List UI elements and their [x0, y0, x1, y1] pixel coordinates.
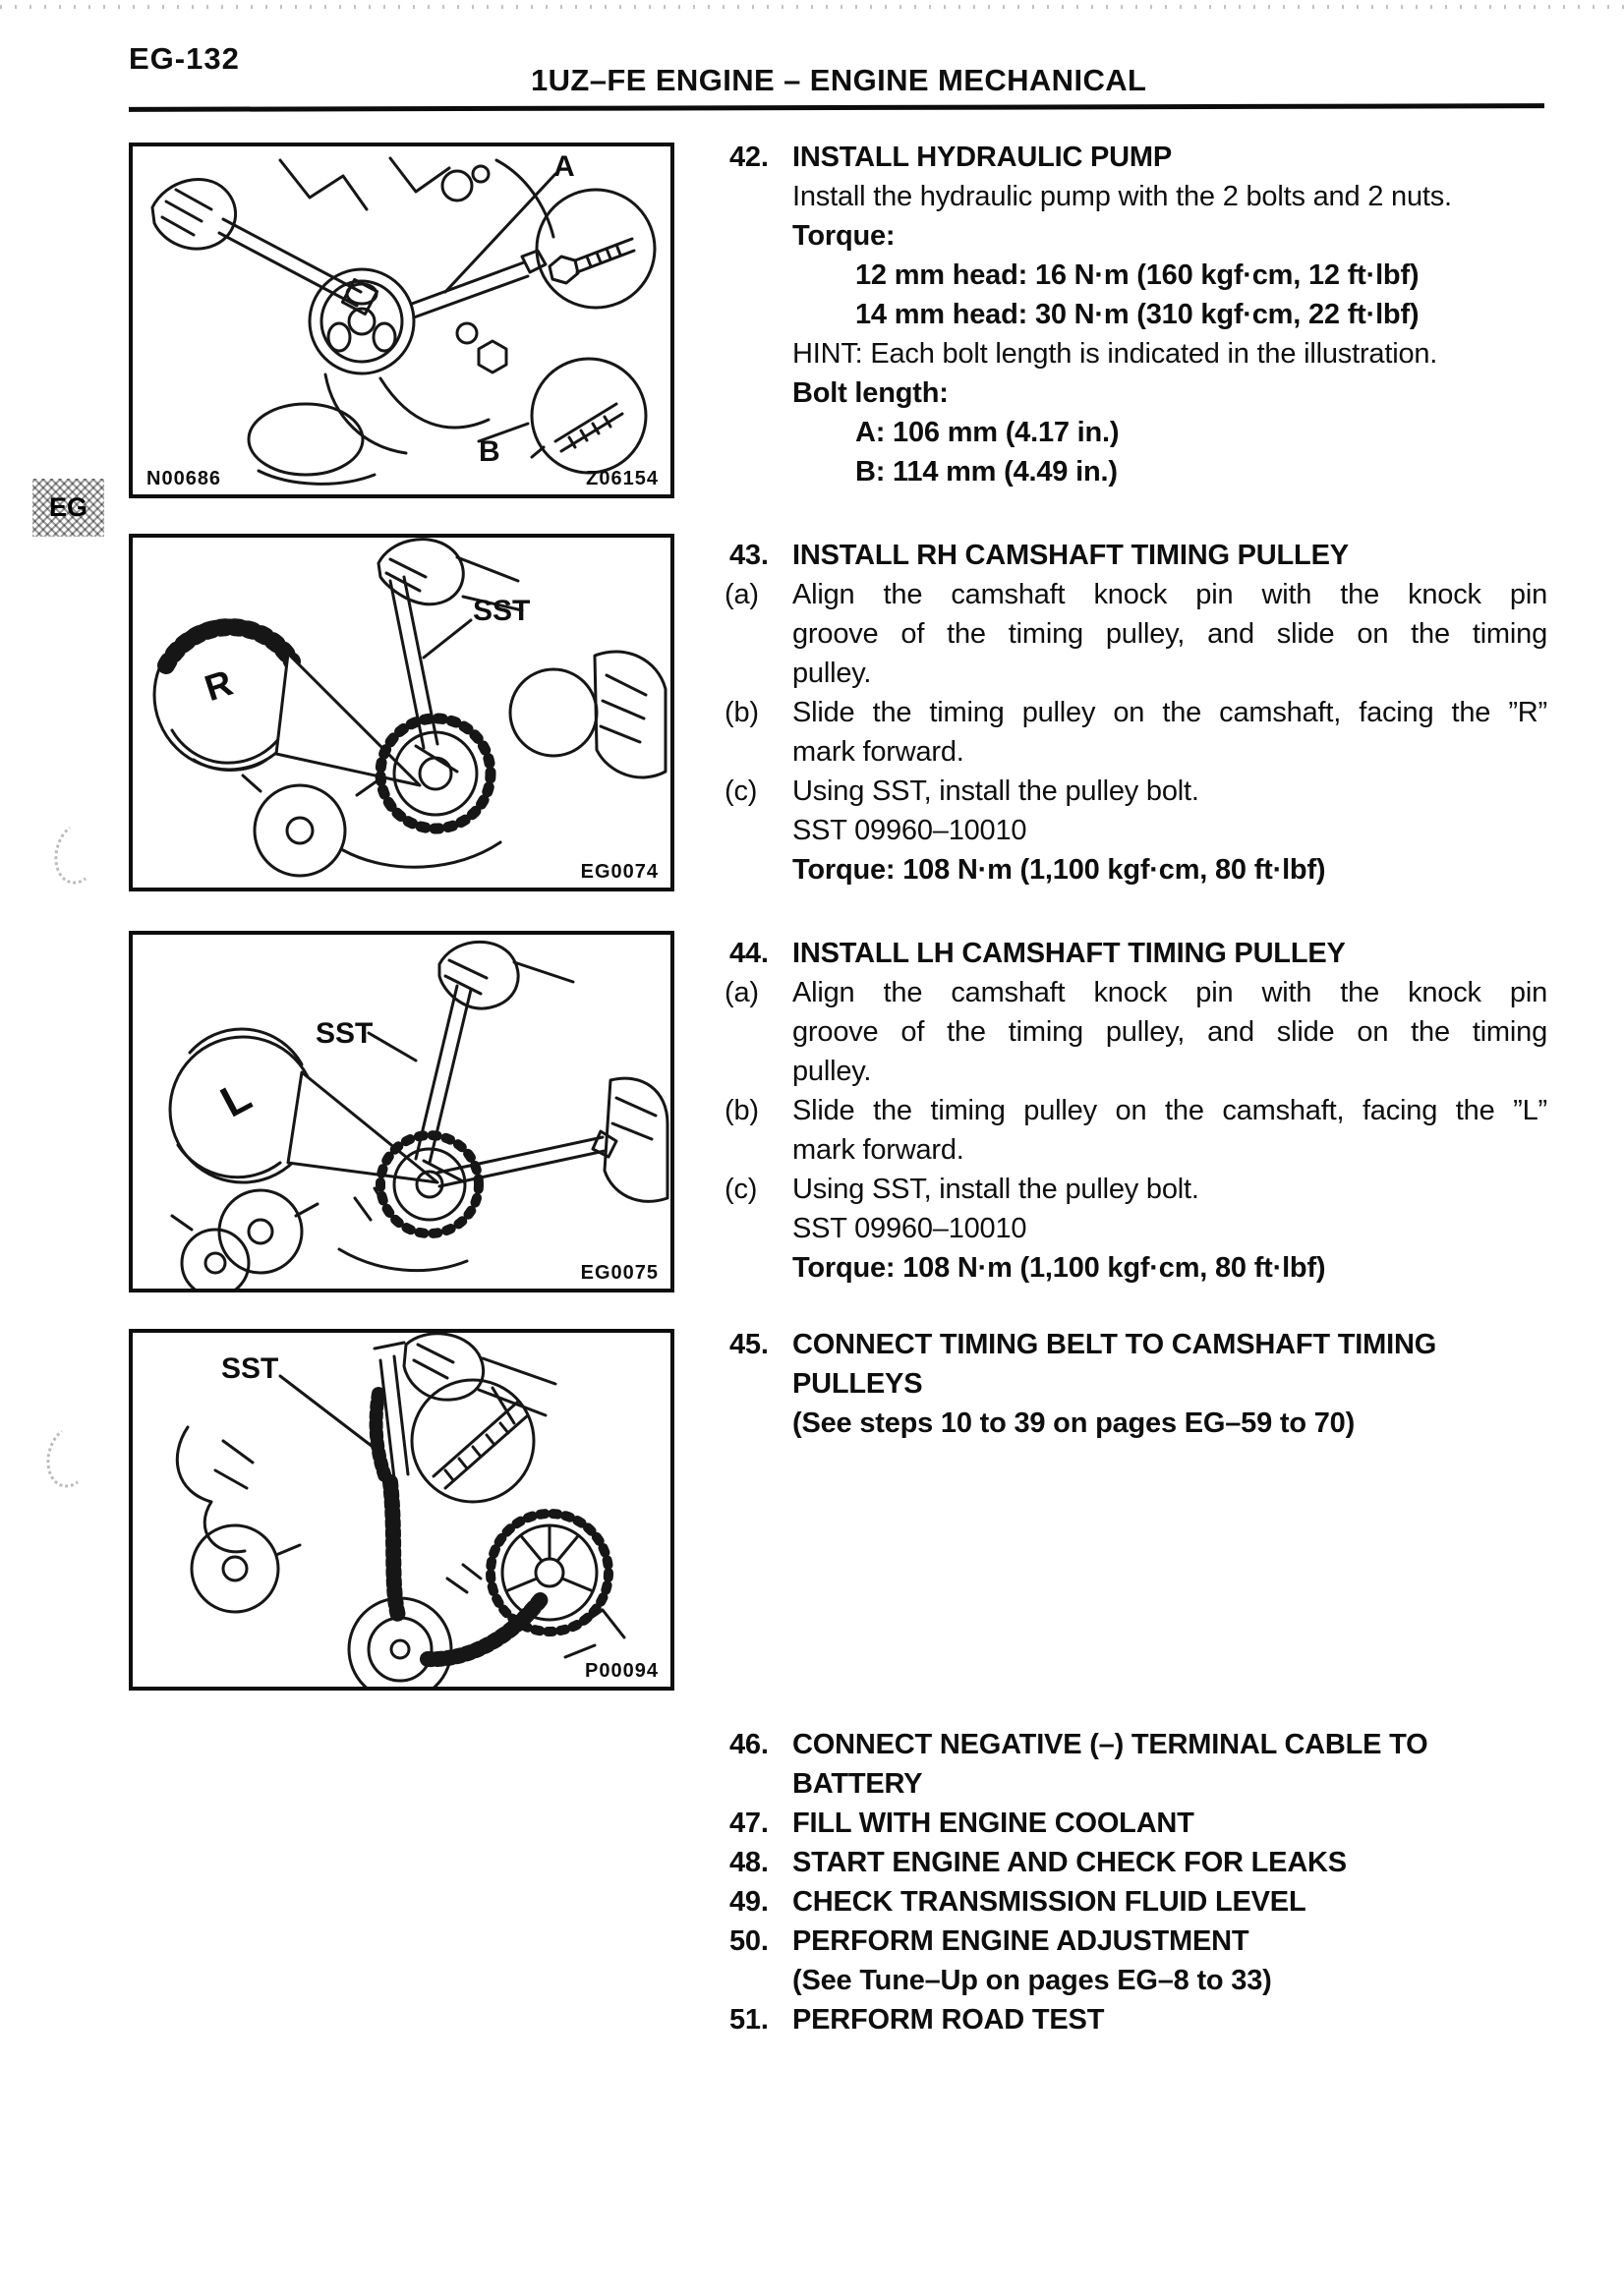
text: Using SST, install the pulley bolt.: [792, 775, 1199, 807]
step-45: [729, 1325, 1547, 1443]
step-number: 45.: [729, 1329, 769, 1360]
timing-belt-line-art: [133, 1333, 670, 1687]
steps-46-51: [729, 1725, 1547, 2039]
text-line: [725, 1091, 1547, 1130]
text-line: [725, 693, 1547, 732]
section-tab: [32, 479, 104, 537]
step-title: FILL WITH ENGINE COOLANT: [792, 1808, 1194, 1839]
text-line: [725, 575, 1547, 614]
list-marker: (b): [725, 697, 759, 728]
step-title: CONNECT NEGATIVE (–) TERMINAL CABLE TO: [792, 1729, 1428, 1760]
bolt-a-label: A: [553, 150, 575, 183]
page-number: EG-132: [129, 41, 240, 76]
scan-artifact: [0, 5, 1624, 9]
rh-pulley-line-art: [133, 538, 670, 888]
step-number: 50.: [729, 1925, 769, 1957]
text-line: Install the hydraulic pump with the 2 bolts and 2 nuts.: [792, 181, 1452, 212]
step-title: CONNECT TIMING BELT TO CAMSHAFT TIMING: [792, 1329, 1437, 1360]
step-43: [725, 536, 1547, 890]
step-title: INSTALL LH CAMSHAFT TIMING PULLEY: [792, 938, 1346, 969]
step-title: PERFORM ROAD TEST: [792, 2004, 1105, 2036]
page-title: 1UZ–FE ENGINE – ENGINE MECHANICAL: [531, 63, 1147, 97]
bolt-length-b: B: 114 mm (4.49 in.): [855, 456, 1118, 488]
figure-hydraulic-pump: [129, 143, 674, 498]
lh-pulley-line-art: [133, 935, 670, 1289]
scan-artifact: [40, 1420, 99, 1492]
text: Slide the timing pulley on the camshaft, facing the ”R”: [792, 697, 1547, 728]
step-number: 47.: [729, 1808, 769, 1839]
list-marker: (a): [725, 977, 759, 1008]
hydraulic-pump-line-art: [133, 146, 670, 494]
step-44-heading: [729, 934, 1547, 973]
step-51-heading: [729, 2000, 1547, 2039]
step-42-heading: [729, 138, 1547, 177]
step-47-heading: [729, 1804, 1547, 1843]
step-46-heading-2: BATTERY: [792, 1768, 923, 1800]
step-number: 49.: [729, 1886, 769, 1918]
figure-code: EG0074: [580, 861, 659, 883]
step-46-heading: [729, 1725, 1547, 1764]
sst-label: SST: [221, 1352, 279, 1385]
step-number: 43.: [729, 540, 769, 571]
list-marker: (b): [725, 1095, 759, 1126]
step-number: 48.: [729, 1847, 769, 1878]
header-rule: [129, 103, 1544, 112]
figure-code: N00686: [146, 468, 222, 489]
torque-spec: 14 mm head: 30 N·m (310 kgf·cm, 22 ft·lbf): [855, 299, 1420, 330]
step-44: [725, 934, 1547, 1288]
see-reference: (See steps 10 to 39 on pages EG–59 to 70): [792, 1407, 1356, 1439]
bolt-length-label: Bolt length:: [792, 377, 949, 409]
text-line: pulley.: [792, 658, 872, 689]
scan-artifact: [48, 817, 107, 889]
text-line: [725, 1170, 1547, 1209]
step-number: 42.: [729, 142, 769, 173]
step-45-heading-2: PULLEYS: [792, 1368, 923, 1400]
text: Align the camshaft knock pin with the knock pin: [792, 977, 1547, 1008]
step-number: 44.: [729, 938, 769, 969]
step-title: INSTALL HYDRAULIC PUMP: [792, 142, 1173, 173]
text-line: [725, 973, 1547, 1012]
figure-timing-belt: [129, 1329, 674, 1691]
step-49-heading: [729, 1882, 1547, 1922]
see-reference: (See Tune–Up on pages EG–8 to 33): [792, 1965, 1272, 1996]
step-number: 51.: [729, 2004, 769, 2036]
figure-code: Z06154: [586, 468, 659, 489]
text-line: groove of the timing pulley, and slide on the timing: [792, 618, 1547, 650]
text-line: mark forward.: [792, 1134, 964, 1166]
torque-spec: 12 mm head: 16 N·m (160 kgf·cm, 12 ft·lbf): [855, 259, 1420, 291]
sst-number-line: SST 09960–10010: [792, 815, 1027, 846]
step-50-heading: [729, 1922, 1547, 1961]
text: Using SST, install the pulley bolt.: [792, 1174, 1199, 1205]
step-42: [729, 138, 1547, 491]
step-title: PERFORM ENGINE ADJUSTMENT: [792, 1925, 1249, 1957]
figure-lh-timing-pulley: [129, 931, 674, 1292]
step-number: 46.: [729, 1729, 769, 1760]
step-43-heading: [729, 536, 1547, 575]
text: Align the camshaft knock pin with the knock pin: [792, 579, 1547, 610]
step-48-heading: [729, 1843, 1547, 1882]
list-marker: (a): [725, 579, 759, 610]
text-line: pulley.: [792, 1056, 872, 1087]
torque-label: Torque:: [792, 220, 896, 252]
figure-code: EG0075: [580, 1262, 659, 1284]
step-title: START ENGINE AND CHECK FOR LEAKS: [792, 1847, 1347, 1878]
sst-number-line: SST 09960–10010: [792, 1213, 1027, 1244]
section-tab-label: EG: [48, 492, 87, 522]
text-line: mark forward.: [792, 736, 964, 768]
r-mark: R: [200, 661, 238, 710]
list-marker: (c): [725, 775, 758, 807]
step-45-heading: [729, 1325, 1547, 1364]
figure-code: P00094: [585, 1660, 659, 1682]
sst-label: SST: [473, 595, 531, 627]
bolt-length-a: A: 106 mm (4.17 in.): [855, 417, 1120, 448]
l-mark: L: [212, 1071, 260, 1127]
torque-spec: Torque: 108 N·m (1,100 kgf·cm, 80 ft·lbf): [792, 854, 1326, 886]
hint-line: HINT: Each bolt length is indicated in the illustration.: [792, 338, 1438, 370]
sst-label: SST: [316, 1017, 374, 1050]
text-line: [725, 772, 1547, 811]
step-title: CHECK TRANSMISSION FLUID LEVEL: [792, 1886, 1306, 1918]
bolt-b-label: B: [479, 435, 500, 468]
step-title: INSTALL RH CAMSHAFT TIMING PULLEY: [792, 540, 1349, 571]
text: Slide the timing pulley on the camshaft, facing the ”L”: [792, 1095, 1547, 1126]
figure-rh-timing-pulley: [129, 534, 674, 891]
torque-spec: Torque: 108 N·m (1,100 kgf·cm, 80 ft·lbf): [792, 1252, 1326, 1284]
text-line: groove of the timing pulley, and slide on the timing: [792, 1016, 1547, 1048]
list-marker: (c): [725, 1174, 758, 1205]
